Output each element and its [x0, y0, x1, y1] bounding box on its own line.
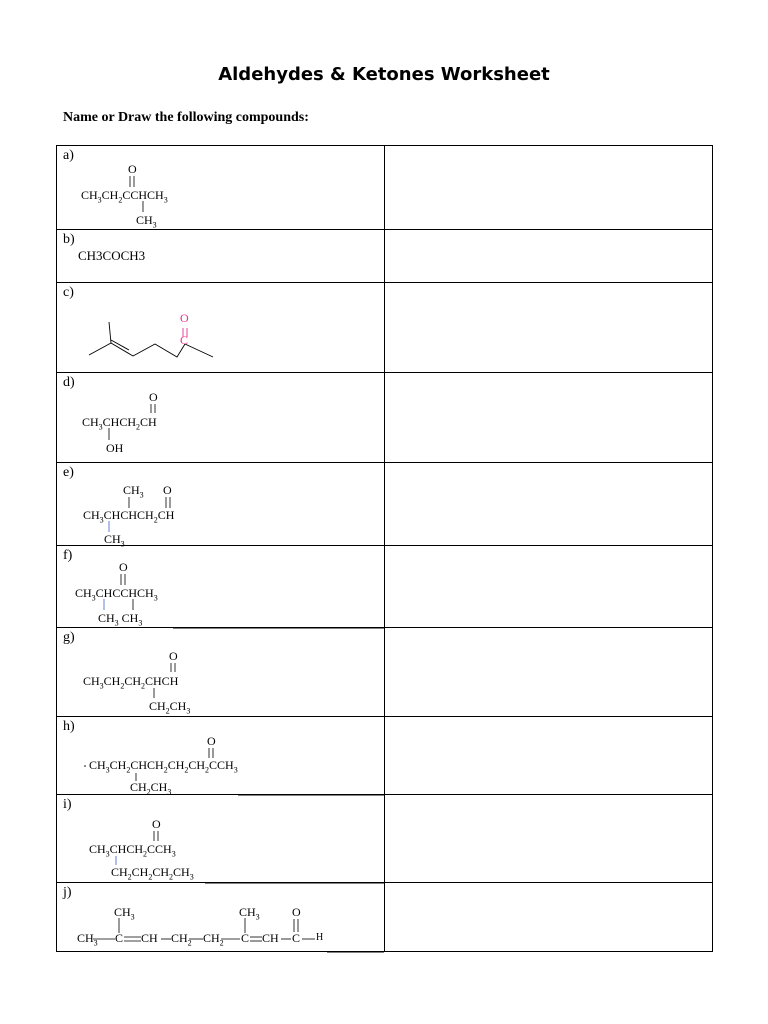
structural-formula: $CH_3CHCH_2CCH_3$ — [89, 842, 176, 859]
bond-lines — [57, 628, 384, 717]
skeletal-structure — [57, 283, 384, 373]
substituent-top: $CH_3$ — [123, 483, 144, 500]
structural-formula: $CH_3CHCH_2CH$ — [82, 415, 157, 432]
question-row-e — [57, 463, 713, 546]
question-cell-e — [57, 463, 385, 549]
question-label: d) — [63, 375, 75, 390]
answer-cell-b[interactable] — [385, 230, 713, 283]
bond-lines — [57, 795, 384, 883]
answer-cell-g[interactable] — [385, 628, 713, 717]
question-cell-c — [57, 283, 385, 373]
page-title: Aldehydes & Ketones Worksheet — [218, 64, 550, 85]
question-row-i — [57, 795, 713, 883]
atom-c2: C — [241, 931, 250, 945]
question-cell-d — [57, 373, 385, 463]
substituent: $CH_3$ — [136, 213, 157, 230]
substituent: OH — [106, 441, 124, 455]
question-row-f — [57, 546, 713, 628]
atom-c1: C — [115, 931, 124, 945]
question-label: c) — [63, 285, 74, 300]
question-cell-g — [57, 628, 385, 717]
worksheet-table — [56, 145, 713, 952]
question-label: h) — [63, 719, 75, 734]
question-label: e) — [63, 465, 74, 480]
structural-formula: $CH_3CHCHCH_2CH$ — [83, 508, 175, 525]
oxygen-atom: O — [207, 734, 216, 748]
question-label: i) — [63, 797, 72, 812]
answer-cell-f[interactable] — [385, 546, 713, 628]
question-row-a — [57, 146, 713, 230]
question-cell-a — [57, 146, 385, 230]
atom-ch2: CH — [262, 931, 279, 945]
structural-formula: CH3COCH3 — [78, 248, 146, 263]
substituent: $CH_2CH_2CH_2CH_3$ — [111, 865, 194, 882]
question-cell-f — [57, 546, 385, 628]
oxygen-atom: O — [169, 649, 178, 663]
atom-ch3: $CH_3$ — [77, 931, 98, 948]
question-label: g) — [63, 630, 75, 645]
bond-lines — [57, 717, 384, 795]
oxygen-atom: O — [292, 905, 301, 919]
oxygen-atom: O — [180, 311, 189, 325]
question-cell-i — [57, 795, 385, 883]
answer-cell-e[interactable] — [385, 463, 713, 546]
atom-c3: C — [292, 931, 301, 945]
carbon-atom: C — [180, 333, 189, 347]
oxygen-atom: O — [163, 483, 172, 497]
answer-cell-c[interactable] — [385, 283, 713, 373]
oxygen-atom: O — [128, 162, 137, 176]
oxygen-atom: O — [149, 390, 158, 404]
structural-formula: $CH_3CH_2CCHCH_3$ — [81, 188, 168, 205]
atom-h: H — [316, 932, 324, 943]
structural-formula: $CH_3CHCCHCH_3$ — [75, 586, 158, 603]
question-row-b — [57, 230, 713, 283]
answer-cell-i[interactable] — [385, 795, 713, 883]
atom-ch1: CH — [141, 931, 158, 945]
question-row-g — [57, 628, 713, 717]
substituent-2: $CH_3$ — [239, 905, 260, 922]
answer-cell-h[interactable] — [385, 717, 713, 795]
structural-formula: $CH_3CH_2CH_2CHCH$ — [83, 674, 179, 691]
substituent: $CH_3$ $CH_3$ — [98, 611, 143, 628]
substituent: $CH_2CH_3$ — [130, 780, 172, 797]
oxygen-atom: O — [119, 560, 128, 574]
question-row-d — [57, 373, 713, 463]
question-label: f) — [63, 548, 73, 563]
question-row-c — [57, 283, 713, 373]
answer-cell-a[interactable] — [385, 146, 713, 230]
question-cell-j — [57, 883, 385, 952]
question-label: j) — [63, 885, 72, 900]
question-label: b) — [63, 232, 75, 247]
question-row-h — [57, 717, 713, 795]
substituent: $CH_2CH_3$ — [149, 699, 191, 716]
question-cell-b — [57, 230, 385, 283]
substituent: $CH_3$ — [104, 532, 125, 549]
answer-cell-j[interactable] — [385, 883, 713, 952]
question-cell-h — [57, 717, 385, 795]
oxygen-atom: O — [152, 817, 161, 831]
question-label: a) — [63, 148, 74, 163]
question-row-j — [57, 883, 713, 952]
atom-ch2-2: $CH_2$ — [203, 931, 224, 948]
substituent-1: $CH_3$ — [114, 905, 135, 922]
answer-cell-d[interactable] — [385, 373, 713, 463]
instructions: Name or Draw the following compounds: — [63, 110, 309, 125]
structural-formula: $CH_3CH_2CHCH_2CH_2CH_2CCH_3$ — [89, 758, 238, 775]
atom-ch2-1: $CH_2$ — [171, 931, 192, 948]
